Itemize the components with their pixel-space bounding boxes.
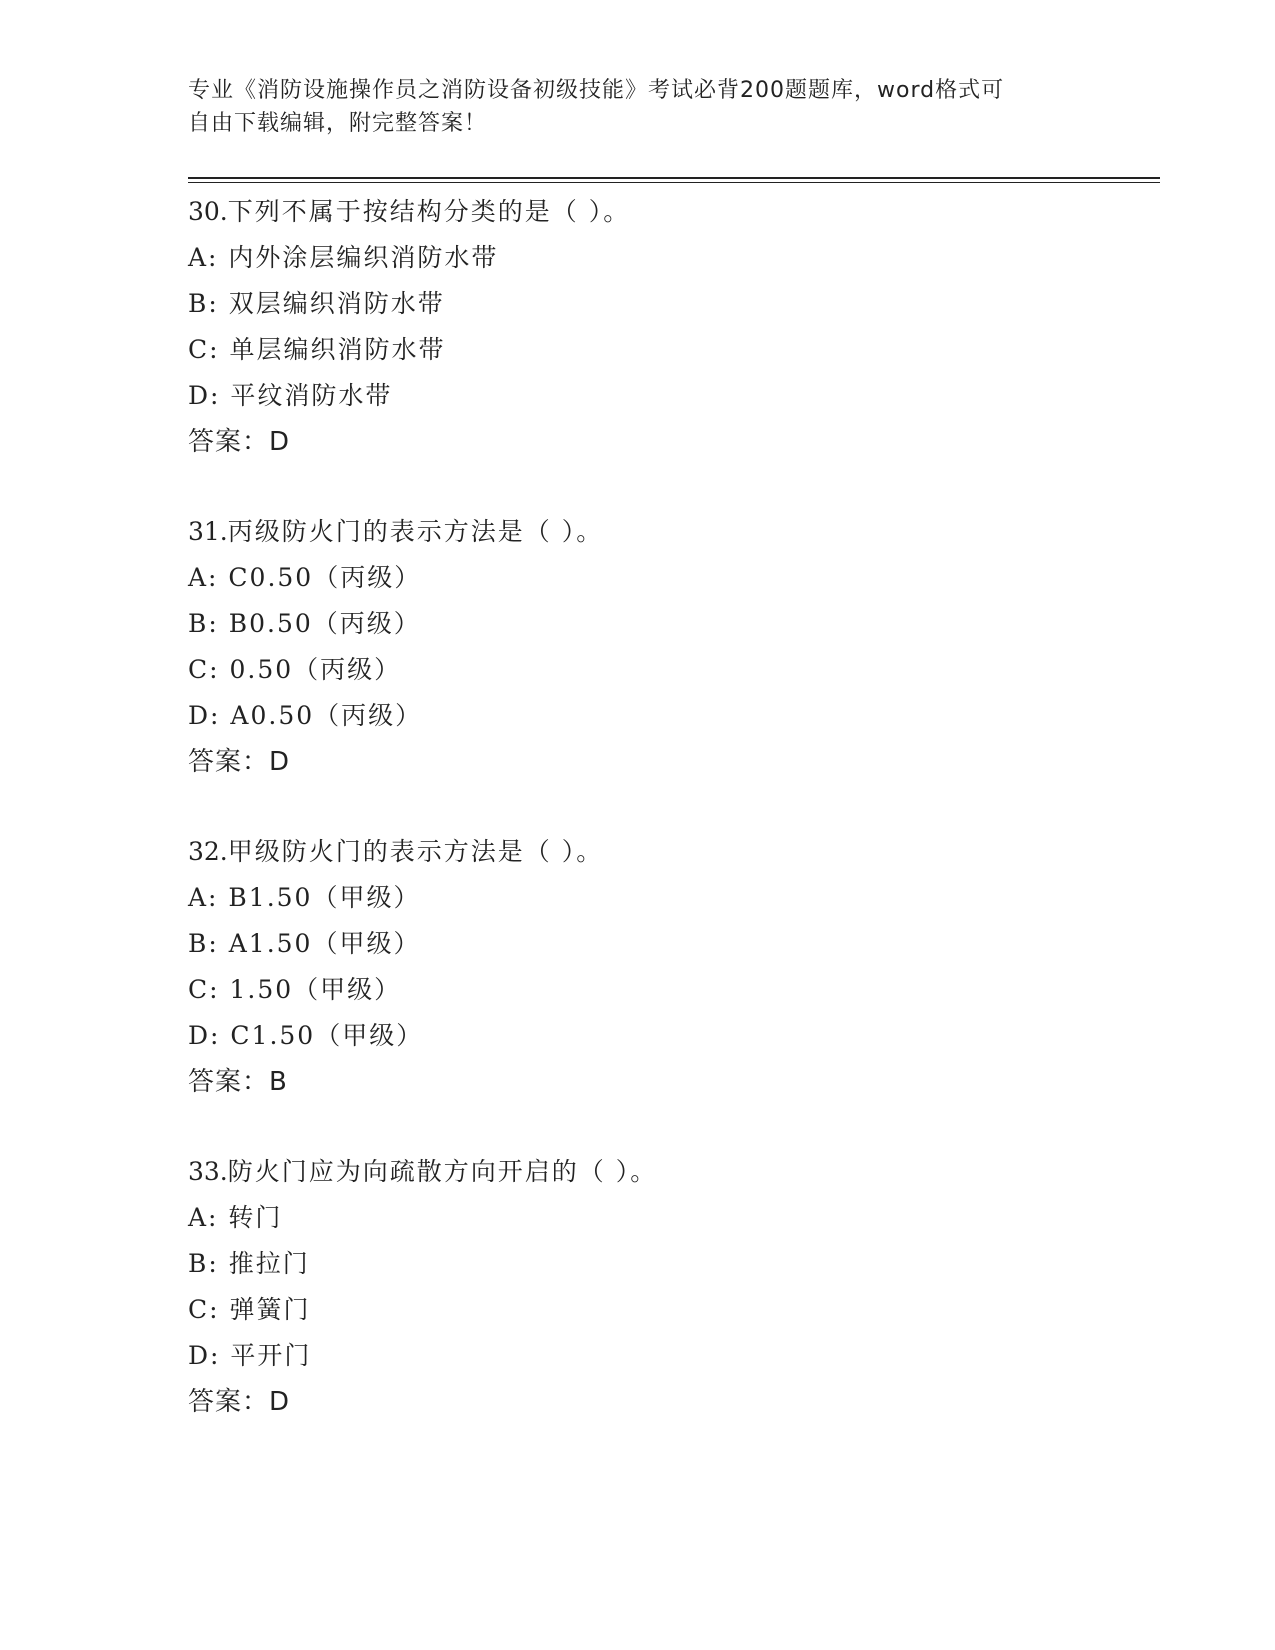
answer-line: 答案：B (188, 1067, 288, 1097)
question-number: 30. (188, 197, 228, 226)
option-a: A: 转门 (188, 1203, 283, 1232)
option-c: C: 1.50（甲级） (188, 975, 402, 1004)
option-d: D: C1.50（甲级） (188, 1021, 424, 1050)
question-31 (188, 509, 1088, 829)
question-text: 防火门应为向疏散方向开启的（ ）。 (227, 1157, 658, 1186)
question-30 (188, 189, 1088, 509)
question-list (188, 189, 1088, 1469)
option-c: C: 单层编织消防水带 (188, 335, 446, 364)
header-divider-thick (188, 177, 1160, 179)
question-number: 32. (188, 837, 228, 866)
option-b: B: A1.50（甲级） (188, 929, 421, 958)
option-c: C: 弹簧门 (188, 1295, 311, 1324)
question-text: 下列不属于按结构分类的是（ ）。 (227, 197, 631, 226)
question-32 (188, 829, 1088, 1149)
question-stem (188, 509, 1088, 555)
question-number: 31. (188, 517, 228, 546)
option-d: D: 平开门 (188, 1341, 312, 1370)
answer-line: 答案：D (188, 1387, 291, 1417)
question-text: 甲级防火门的表示方法是（ ）。 (227, 837, 604, 866)
question-text: 丙级防火门的表示方法是（ ）。 (227, 517, 604, 546)
question-33 (188, 1149, 1088, 1469)
answer-line: 答案：D (188, 747, 291, 777)
question-stem (188, 1149, 1088, 1195)
option-a: A: C0.50（丙级） (188, 563, 422, 592)
option-a: A: 内外涂层编织消防水带 (188, 243, 499, 272)
document-header (188, 74, 1088, 140)
option-d: D: 平纹消防水带 (188, 381, 393, 410)
option-b: B: 双层编织消防水带 (188, 289, 445, 318)
header-divider-thin (188, 182, 1160, 183)
question-stem (188, 829, 1088, 875)
question-number: 33. (188, 1157, 228, 1186)
option-a: A: B1.50（甲级） (188, 883, 421, 912)
header-line-1: 专业《消防设施操作员之消防设备初级技能》考试必背200题题库，word格式可 (188, 78, 1005, 103)
option-b: B: 推拉门 (188, 1249, 310, 1278)
option-b: B: B0.50（丙级） (188, 609, 421, 638)
option-d: D: A0.50（丙级） (188, 701, 423, 730)
option-c: C: 0.50（丙级） (188, 655, 402, 684)
question-stem (188, 189, 1088, 235)
answer-line: 答案：D (188, 427, 291, 457)
header-line-2: 自由下载编辑，附完整答案！ (188, 111, 488, 136)
